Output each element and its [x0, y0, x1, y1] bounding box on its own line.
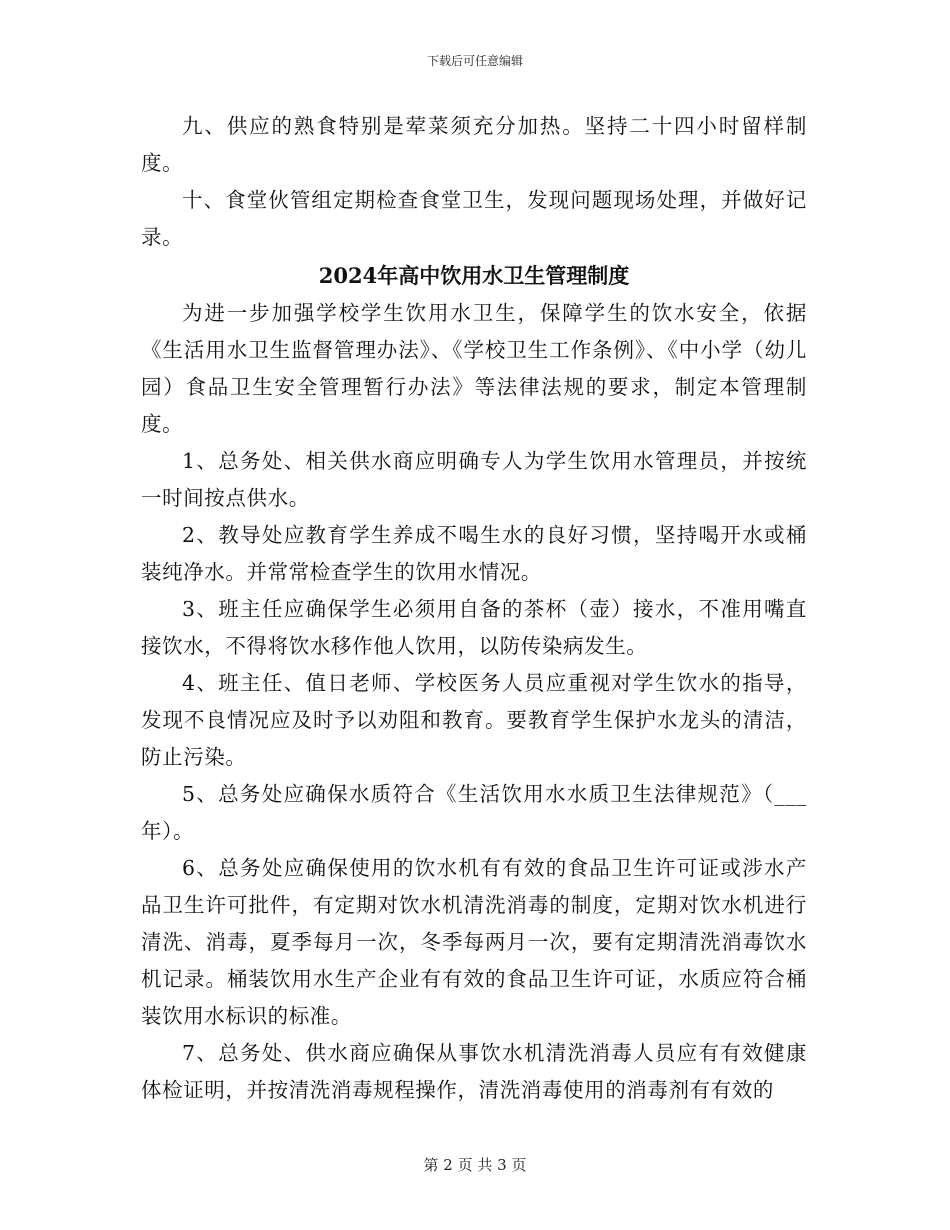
section-title: 2024年高中饮用水卫生管理制度	[318, 263, 630, 288]
page-header: 下载后可任意编辑	[426, 54, 523, 68]
item-5: 5、总务处应确保水质符合《生活饮用水水质卫生法律规范》（___年）。	[141, 782, 807, 843]
item-2: 2、教导处应教育学生养成不喝生水的良好习惯，坚持喝开水或桶装纯净水。并常常检查学生的饮用水情况。	[141, 523, 807, 584]
intro-paragraph: 为进一步加强学校学生饮用水卫生，保障学生的饮水安全，依据《生活用水卫生监督管理办法》、《学校卫生工作条例》、《中小学（幼儿园）食品卫生安全管理暂行办法》等法律法规的要求，制定本管理制度。	[141, 301, 807, 436]
page-footer: 第 2 页 共 3 页	[423, 1156, 527, 1174]
document-body	[141, 108, 807, 1109]
item-4: 4、班主任、值日老师、学校医务人员应重视对学生饮水的指导，发现不良情况应及时予以劝阻和教育。要教育学生保护水龙头的清洁，防止污染。	[141, 671, 807, 769]
item-1: 1、总务处、相关供水商应明确专人为学生饮用水管理员，并按统一时间按点供水。	[141, 449, 807, 510]
item-3: 3、班主任应确保学生必须用自备的茶杯（壶）接水，不准用嘴直接饮水，不得将饮水移作他人饮用，以防传染病发生。	[141, 597, 807, 658]
item-7: 7、总务处、供水商应确保从事饮水机清洗消毒人员应有有效健康体检证明，并按清洗消毒规程操作，清洗消毒使用的消毒剂有有效的	[141, 1041, 807, 1102]
paragraph-10: 十、食堂伙管组定期检查食堂卫生，发现问题现场处理，并做好记录。	[141, 188, 807, 249]
paragraph-9: 九、供应的熟食特别是荤菜须充分加热。坚持二十四小时留样制度。	[141, 114, 807, 175]
item-6: 6、总务处应确保使用的饮水机有有效的食品卫生许可证或涉水产品卫生许可批件，有定期对饮水机清洗消毒的制度，定期对饮水机进行清洗、消毒，夏季每月一次，冬季每两月一次，要有定期清洗消毒饮水机记录。桶装饮用水生产企业有有效的食品卫生许可证，水质应符合桶装饮用水标识的标准。	[141, 856, 807, 1028]
